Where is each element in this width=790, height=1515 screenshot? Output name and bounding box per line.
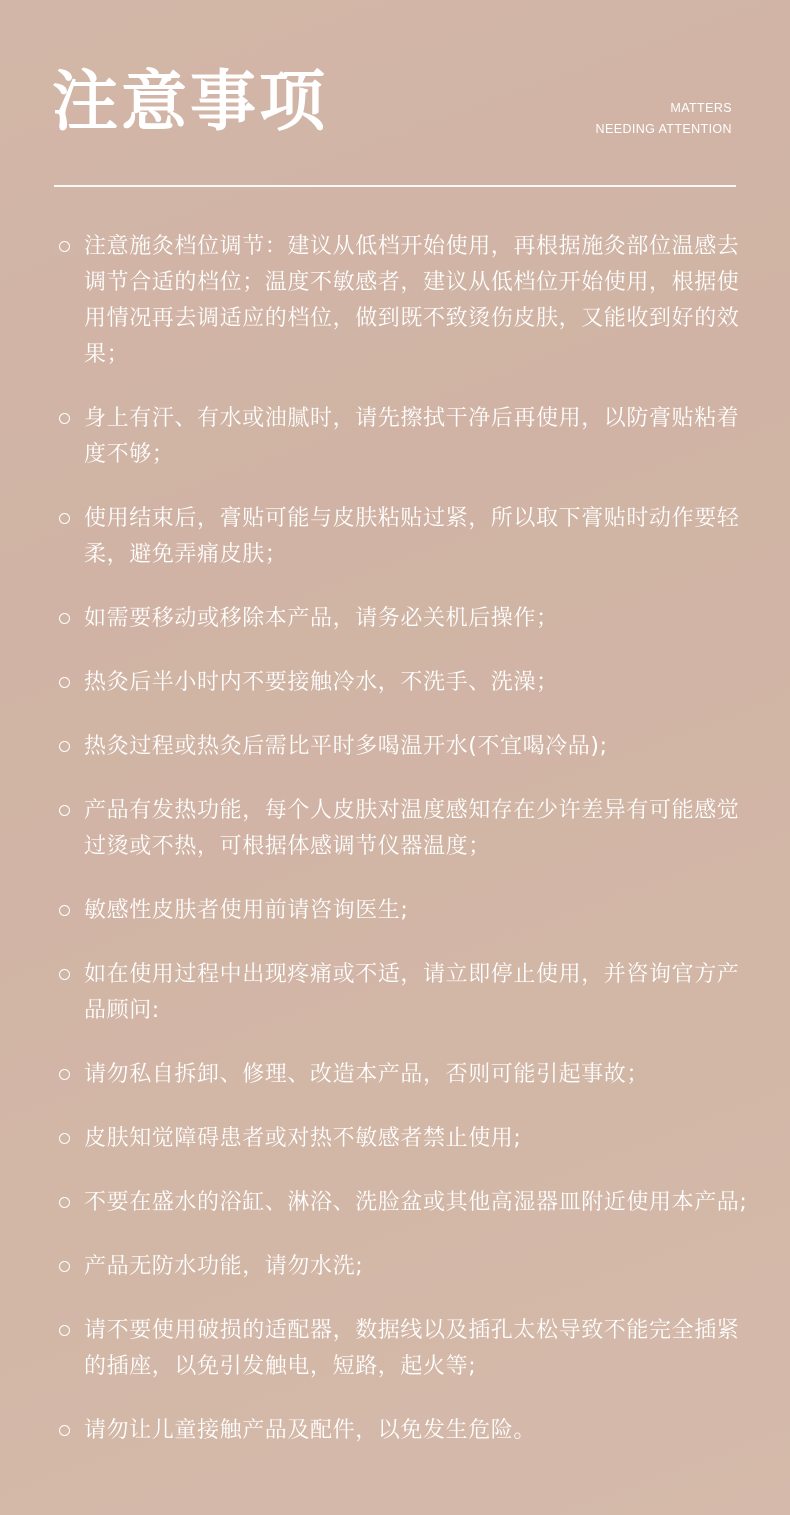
subtitle-line-2: NEEDING ATTENTION <box>595 122 732 136</box>
note-text: 产品无防水功能，请勿水洗; <box>84 1254 364 1279</box>
circle-bullet-icon <box>59 413 70 424</box>
circle-bullet-icon <box>59 613 70 624</box>
list-item <box>58 729 748 765</box>
circle-bullet-icon <box>59 1133 70 1144</box>
list-item <box>58 1057 748 1093</box>
note-text: 敏感性皮肤者使用前请咨询医生; <box>84 898 409 923</box>
circle-bullet-icon <box>59 905 70 916</box>
note-text: 使用结束后，膏贴可能与皮肤粘贴过紧，所以取下膏贴时动作要轻柔，避免弄痛皮肤； <box>84 506 740 567</box>
page-title: 注意事项 <box>52 63 328 140</box>
note-text: 如在使用过程中出现疼痛或不适，请立即停止使用，并咨询官方产品顾问: <box>84 962 740 1023</box>
header-divider <box>54 185 736 187</box>
circle-bullet-icon <box>59 1325 70 1336</box>
note-text: 皮肤知觉障碍患者或对热不敏感者禁止使用; <box>84 1126 522 1151</box>
subtitle-line-1: MATTERS <box>670 101 732 115</box>
list-item <box>58 501 748 573</box>
note-text: 注意施灸档位调节：建议从低档开始使用，再根据施灸部位温感去调节合适的档位；温度不敏感者，建议从低档位开始使用，根据使用情况再去调适应的档位，做到既不致烫伤皮肤，又能收到好的效果； <box>84 234 740 367</box>
note-text: 请不要使用破损的适配器，数据线以及插孔太松导致不能完全插紧的插座，以免引发触电，短路，起火等; <box>84 1318 740 1379</box>
list-item <box>58 957 748 1029</box>
list-item <box>58 665 748 701</box>
list-item <box>58 229 748 373</box>
list-item <box>58 401 748 473</box>
list-item <box>58 1249 748 1285</box>
circle-bullet-icon <box>59 513 70 524</box>
note-text: 热灸后半小时内不要接触冷水，不洗手、洗澡； <box>84 670 559 695</box>
list-item <box>58 1121 748 1157</box>
note-text: 不要在盛水的浴缸、淋浴、洗脸盆或其他高湿器皿附近使用本产品; <box>84 1190 748 1215</box>
circle-bullet-icon <box>59 741 70 752</box>
circle-bullet-icon <box>59 969 70 980</box>
circle-bullet-icon <box>59 805 70 816</box>
list-item <box>58 1313 748 1385</box>
circle-bullet-icon <box>59 677 70 688</box>
notes-list <box>58 229 748 1477</box>
circle-bullet-icon <box>59 1425 70 1436</box>
page-subtitle <box>596 98 732 140</box>
note-text: 如需要移动或移除本产品，请务必关机后操作； <box>84 606 559 631</box>
circle-bullet-icon <box>59 1069 70 1080</box>
list-item <box>58 1185 748 1221</box>
list-item <box>58 893 748 929</box>
list-item <box>58 793 748 865</box>
note-text: 请勿私自拆卸、修理、改造本产品，否则可能引起事故； <box>84 1062 650 1087</box>
list-item <box>58 1413 748 1449</box>
circle-bullet-icon <box>59 1197 70 1208</box>
note-text: 身上有汗、有水或油腻时，请先擦拭干净后再使用，以防膏贴粘着度不够； <box>84 406 740 467</box>
note-text: 产品有发热功能，每个人皮肤对温度感知存在少许差异有可能感觉过烫或不热，可根据体感调节仪器温度； <box>84 798 740 859</box>
circle-bullet-icon <box>59 241 70 252</box>
note-text: 请勿让儿童接触产品及配件，以免发生危险。 <box>84 1418 537 1443</box>
circle-bullet-icon <box>59 1261 70 1272</box>
note-text: 热灸过程或热灸后需比平时多喝温开水(不宜喝冷品); <box>84 734 608 759</box>
list-item <box>58 601 748 637</box>
